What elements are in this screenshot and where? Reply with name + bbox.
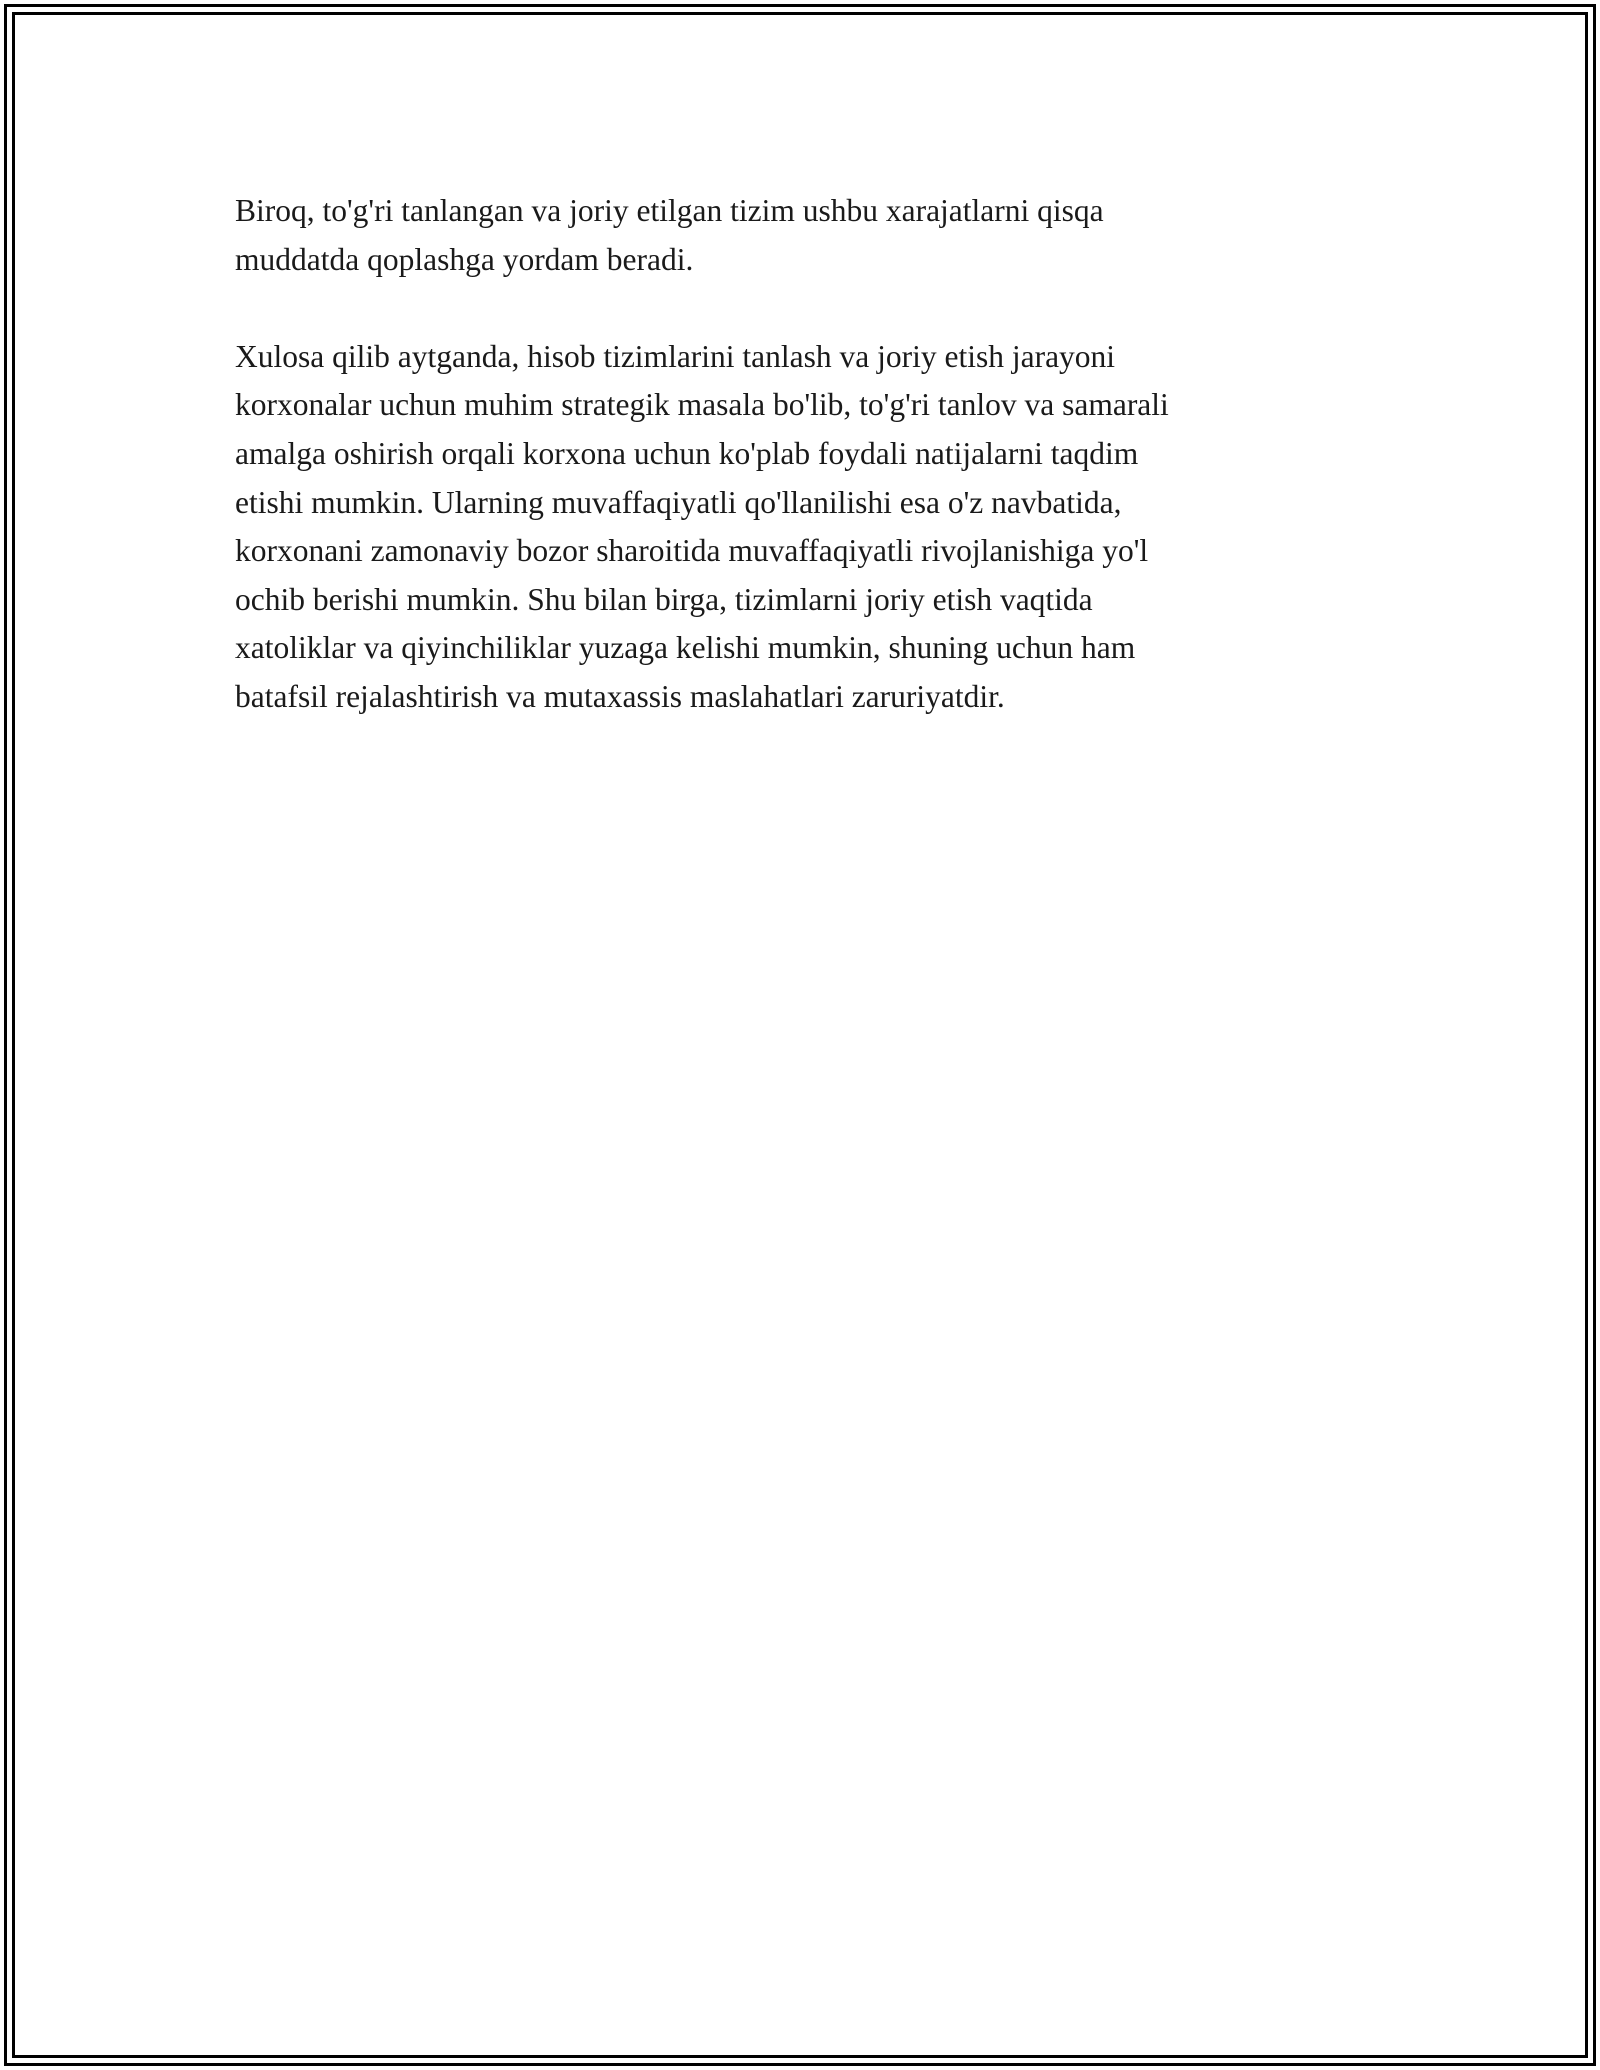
paragraph-conclusion: Xulosa qilib aytganda, hisob tizimlarini tanlash va joriy etish jarayoni korxonalar uchun muhim strategik masala bo'lib, to'g'ri tanlov va samarali amalga oshirish orqali korxona uchun ko'plab foydali natijalarni taqdim etishi mumkin. Ularning muvaffaqiyatli qo'llanilishi esa o'z navbatida, korxonani zamonaviy bozor sharoitida muvaffaqiyatli rivojlanishiga yo'l ochib berishi mumkin. Shu bilan birga, tizimlarni joriy etish vaqtida xatoliklar va qiyinchiliklar yuzaga kelishi mumkin, shuning uchun ham batafsil rejalashtirish va mutaxassis maslahatlari zaruriyatdir.: [235, 338, 1169, 714]
document-body: [235, 187, 1355, 770]
paragraph-cost-recovery: Biroq, to'g'ri tanlangan va joriy etilgan tizim ushbu xarajatlarni qisqa muddatda qoplashga yordam beradi.: [235, 193, 1104, 277]
